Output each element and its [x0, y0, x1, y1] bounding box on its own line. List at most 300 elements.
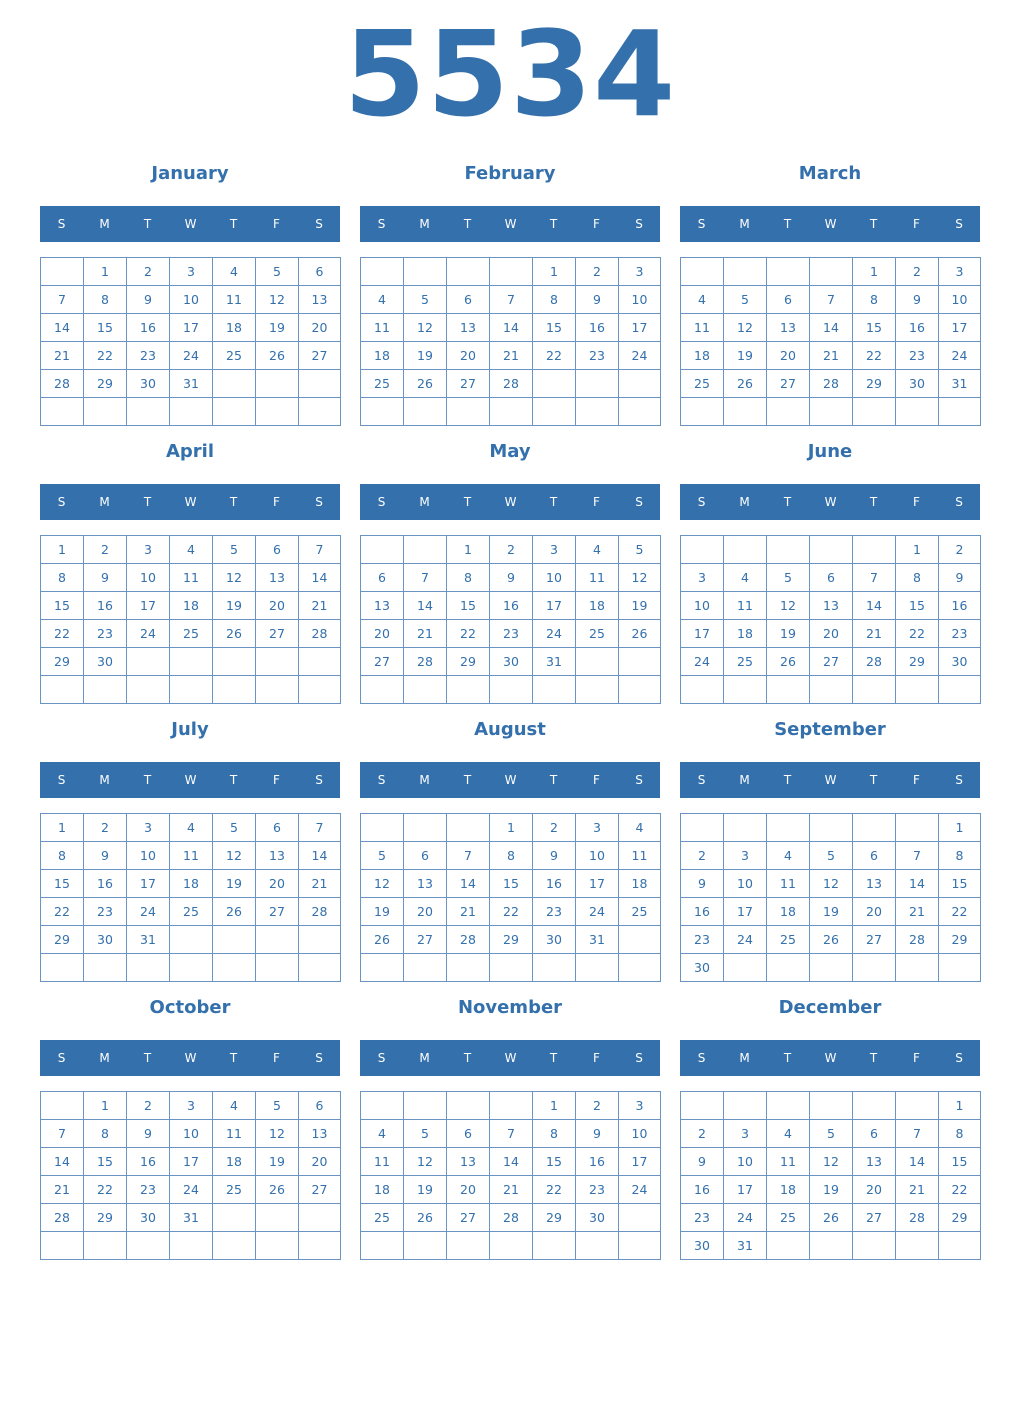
weekday-label: S: [315, 217, 323, 231]
weekday-header: [40, 762, 340, 798]
empty-day-cell: [256, 1204, 299, 1232]
empty-day-cell: [299, 1232, 341, 1260]
day-cell: 10: [170, 1120, 213, 1148]
empty-day-cell: [810, 1232, 853, 1260]
day-cell: 14: [853, 592, 896, 620]
day-cell: 24: [939, 342, 981, 370]
day-cell: 16: [127, 1148, 170, 1176]
day-cell: 26: [404, 370, 447, 398]
day-cell: 8: [490, 842, 533, 870]
day-cell: 29: [447, 648, 490, 676]
day-cell: 6: [447, 286, 490, 314]
weekday-label: S: [57, 495, 66, 509]
day-cell: 18: [361, 342, 404, 370]
empty-day-cell: [490, 676, 533, 704]
empty-day-cell: [84, 954, 127, 982]
day-cell: 20: [853, 1176, 896, 1204]
empty-day-cell: [447, 1092, 490, 1120]
day-cell: 23: [127, 1176, 170, 1204]
day-cell: 13: [447, 1148, 490, 1176]
empty-day-cell: [810, 954, 853, 982]
day-cell: 27: [447, 1204, 490, 1232]
day-cell: 3: [127, 536, 170, 564]
empty-day-cell: [256, 1232, 299, 1260]
empty-day-cell: [576, 370, 619, 398]
day-cell: 24: [724, 926, 767, 954]
week-row: [361, 286, 661, 314]
weekday-label: S: [955, 1051, 963, 1065]
day-cell: 26: [361, 926, 404, 954]
day-cell: 31: [533, 648, 576, 676]
weekday-label: T: [229, 773, 238, 787]
empty-day-cell: [767, 676, 810, 704]
day-cell: 20: [299, 314, 341, 342]
day-cell: 31: [127, 926, 170, 954]
weekday-label: W: [184, 217, 197, 231]
empty-day-cell: [404, 1092, 447, 1120]
weekday-label: M: [419, 1051, 430, 1065]
day-cell: 15: [84, 1148, 127, 1176]
day-grid: [360, 257, 661, 426]
day-cell: 16: [84, 870, 127, 898]
day-cell: 24: [127, 620, 170, 648]
day-cell: 28: [41, 370, 84, 398]
empty-day-cell: [533, 370, 576, 398]
day-cell: 6: [299, 1092, 341, 1120]
day-cell: 7: [490, 1120, 533, 1148]
weekday-label: F: [273, 773, 280, 787]
day-cell: 12: [810, 870, 853, 898]
empty-day-cell: [619, 954, 661, 982]
day-cell: 6: [810, 564, 853, 592]
day-cell: 12: [404, 1148, 447, 1176]
empty-day-cell: [896, 1092, 939, 1120]
weekday-label: T: [549, 1051, 558, 1065]
day-cell: 1: [853, 258, 896, 286]
weekday-label: S: [697, 217, 706, 231]
day-cell: 2: [127, 258, 170, 286]
day-cell: 20: [447, 342, 490, 370]
day-cell: 5: [619, 536, 661, 564]
day-cell: 24: [533, 620, 576, 648]
day-cell: 25: [681, 370, 724, 398]
weekday-label: F: [593, 495, 600, 509]
week-row: [361, 1092, 661, 1120]
day-cell: 28: [299, 620, 341, 648]
empty-day-cell: [361, 536, 404, 564]
empty-day-cell: [767, 258, 810, 286]
week-row: [681, 286, 981, 314]
day-cell: 22: [41, 620, 84, 648]
day-cell: 7: [896, 842, 939, 870]
day-cell: 15: [490, 870, 533, 898]
empty-day-cell: [299, 676, 341, 704]
week-row: [681, 1092, 981, 1120]
empty-day-cell: [681, 814, 724, 842]
weekday-label: T: [549, 773, 558, 787]
day-cell: 11: [767, 870, 810, 898]
day-cell: 6: [256, 814, 299, 842]
day-cell: 17: [127, 870, 170, 898]
weekday-label: T: [229, 217, 238, 231]
day-grid: [680, 257, 981, 426]
day-cell: 14: [810, 314, 853, 342]
weekday-label: M: [99, 217, 110, 231]
day-cell: 27: [404, 926, 447, 954]
empty-day-cell: [127, 648, 170, 676]
weekday-label: W: [824, 495, 837, 509]
day-cell: 11: [213, 286, 256, 314]
day-cell: 26: [810, 926, 853, 954]
weekday-label: M: [99, 495, 110, 509]
day-cell: 7: [299, 536, 341, 564]
week-row: [361, 1148, 661, 1176]
day-grid: [40, 1091, 341, 1260]
empty-day-cell: [256, 926, 299, 954]
day-cell: 16: [127, 314, 170, 342]
empty-day-cell: [127, 1232, 170, 1260]
month-september: [680, 715, 980, 983]
weekday-label: T: [783, 1051, 792, 1065]
week-row: [41, 620, 341, 648]
day-cell: 18: [361, 1176, 404, 1204]
week-row: [681, 564, 981, 592]
week-row: [41, 1148, 341, 1176]
day-cell: 28: [41, 1204, 84, 1232]
empty-day-cell: [853, 676, 896, 704]
week-row: [41, 926, 341, 954]
day-cell: 4: [361, 286, 404, 314]
week-row: [361, 676, 661, 704]
day-cell: 26: [810, 1204, 853, 1232]
day-cell: 18: [576, 592, 619, 620]
day-cell: 12: [213, 564, 256, 592]
day-cell: 29: [939, 1204, 981, 1232]
day-cell: 4: [170, 536, 213, 564]
day-cell: 9: [84, 564, 127, 592]
empty-day-cell: [724, 258, 767, 286]
day-cell: 25: [213, 342, 256, 370]
weekday-label: M: [739, 217, 750, 231]
day-cell: 11: [361, 1148, 404, 1176]
day-cell: 12: [767, 592, 810, 620]
weekday-header: [680, 762, 980, 798]
empty-day-cell: [256, 676, 299, 704]
day-cell: 22: [447, 620, 490, 648]
day-cell: 9: [576, 1120, 619, 1148]
month-october: [40, 993, 340, 1261]
empty-day-cell: [490, 398, 533, 426]
week-row: [681, 870, 981, 898]
day-cell: 15: [939, 870, 981, 898]
day-cell: 17: [170, 1148, 213, 1176]
day-cell: 27: [853, 1204, 896, 1232]
day-cell: 5: [256, 258, 299, 286]
empty-day-cell: [810, 814, 853, 842]
day-cell: 21: [896, 1176, 939, 1204]
empty-day-cell: [810, 398, 853, 426]
day-cell: 8: [853, 286, 896, 314]
day-cell: 5: [810, 1120, 853, 1148]
day-cell: 30: [939, 648, 981, 676]
empty-day-cell: [256, 398, 299, 426]
day-cell: 4: [767, 842, 810, 870]
day-cell: 21: [447, 898, 490, 926]
day-cell: 28: [404, 648, 447, 676]
day-cell: 21: [896, 898, 939, 926]
day-cell: 25: [361, 1204, 404, 1232]
weekday-label: T: [549, 217, 558, 231]
day-cell: 22: [939, 1176, 981, 1204]
day-cell: 10: [619, 1120, 661, 1148]
day-cell: 25: [361, 370, 404, 398]
day-cell: 23: [84, 898, 127, 926]
week-row: [361, 258, 661, 286]
day-cell: 1: [84, 1092, 127, 1120]
day-cell: 25: [619, 898, 661, 926]
day-cell: 14: [299, 564, 341, 592]
month-title: November: [457, 997, 563, 1018]
day-cell: 23: [576, 342, 619, 370]
day-cell: 5: [810, 842, 853, 870]
weekday-label: W: [184, 773, 197, 787]
day-grid: [360, 535, 661, 704]
empty-day-cell: [404, 536, 447, 564]
day-cell: 5: [404, 1120, 447, 1148]
day-cell: 27: [256, 620, 299, 648]
day-cell: 26: [256, 342, 299, 370]
weekday-label: T: [783, 217, 792, 231]
day-cell: 5: [213, 536, 256, 564]
day-cell: 19: [404, 342, 447, 370]
day-cell: 15: [533, 314, 576, 342]
day-cell: 5: [404, 286, 447, 314]
day-cell: 2: [533, 814, 576, 842]
day-cell: 14: [490, 314, 533, 342]
weekday-label: S: [697, 1051, 706, 1065]
weekday-label: T: [229, 495, 238, 509]
empty-day-cell: [681, 258, 724, 286]
week-row: [681, 258, 981, 286]
day-cell: 30: [84, 648, 127, 676]
day-cell: 1: [490, 814, 533, 842]
day-cell: 14: [896, 870, 939, 898]
day-cell: 19: [767, 620, 810, 648]
day-cell: 7: [810, 286, 853, 314]
month-title: April: [165, 441, 215, 462]
empty-day-cell: [896, 676, 939, 704]
day-cell: 28: [896, 1204, 939, 1232]
day-cell: 9: [896, 286, 939, 314]
week-row: [681, 842, 981, 870]
day-cell: 9: [84, 842, 127, 870]
day-cell: 1: [533, 258, 576, 286]
day-cell: 2: [681, 1120, 724, 1148]
day-cell: 22: [84, 342, 127, 370]
day-cell: 6: [404, 842, 447, 870]
day-cell: 19: [810, 1176, 853, 1204]
empty-day-cell: [404, 258, 447, 286]
empty-day-cell: [299, 398, 341, 426]
weekday-label: T: [549, 495, 558, 509]
day-cell: 27: [810, 648, 853, 676]
empty-day-cell: [681, 398, 724, 426]
empty-day-cell: [853, 536, 896, 564]
weekday-label: F: [273, 1051, 280, 1065]
day-cell: 4: [213, 258, 256, 286]
day-grid: [680, 813, 981, 982]
day-cell: 5: [256, 1092, 299, 1120]
weekday-label: S: [697, 773, 706, 787]
empty-day-cell: [619, 398, 661, 426]
weekday-label: S: [377, 1051, 386, 1065]
day-cell: 17: [724, 898, 767, 926]
week-row: [361, 1120, 661, 1148]
weekday-header: [360, 762, 660, 798]
day-cell: 8: [447, 564, 490, 592]
empty-day-cell: [939, 1232, 981, 1260]
day-cell: 16: [896, 314, 939, 342]
weekday-label: F: [593, 1051, 600, 1065]
day-cell: 4: [724, 564, 767, 592]
day-cell: 18: [619, 870, 661, 898]
day-cell: 12: [256, 1120, 299, 1148]
week-row: [41, 592, 341, 620]
weekday-label: T: [463, 773, 472, 787]
empty-day-cell: [256, 370, 299, 398]
day-cell: 3: [724, 1120, 767, 1148]
month-march: [680, 159, 980, 427]
empty-day-cell: [84, 676, 127, 704]
empty-day-cell: [361, 814, 404, 842]
day-cell: 27: [299, 1176, 341, 1204]
day-cell: 15: [41, 592, 84, 620]
day-cell: 27: [256, 898, 299, 926]
day-cell: 1: [896, 536, 939, 564]
empty-day-cell: [447, 258, 490, 286]
empty-day-cell: [84, 398, 127, 426]
day-cell: 21: [299, 592, 341, 620]
day-cell: 20: [256, 592, 299, 620]
day-cell: 7: [299, 814, 341, 842]
week-row: [681, 1176, 981, 1204]
day-cell: 29: [939, 926, 981, 954]
day-cell: 9: [127, 286, 170, 314]
day-cell: 15: [41, 870, 84, 898]
empty-day-cell: [213, 648, 256, 676]
day-cell: 26: [256, 1176, 299, 1204]
empty-day-cell: [213, 1232, 256, 1260]
week-row: [41, 870, 341, 898]
empty-day-cell: [170, 954, 213, 982]
empty-day-cell: [896, 814, 939, 842]
day-cell: 27: [447, 370, 490, 398]
weekday-label: W: [504, 1051, 517, 1065]
empty-day-cell: [41, 1092, 84, 1120]
day-cell: 5: [361, 842, 404, 870]
week-row: [41, 258, 341, 286]
day-cell: 22: [853, 342, 896, 370]
week-row: [681, 648, 981, 676]
empty-day-cell: [619, 370, 661, 398]
week-row: [361, 842, 661, 870]
week-row: [41, 342, 341, 370]
empty-day-cell: [681, 1092, 724, 1120]
day-cell: 17: [619, 314, 661, 342]
week-row: [41, 898, 341, 926]
weekday-label: T: [463, 217, 472, 231]
day-cell: 18: [213, 314, 256, 342]
day-cell: 2: [490, 536, 533, 564]
day-cell: 29: [533, 1204, 576, 1232]
day-cell: 31: [170, 1204, 213, 1232]
empty-day-cell: [896, 1232, 939, 1260]
day-cell: 5: [724, 286, 767, 314]
empty-day-cell: [41, 398, 84, 426]
day-cell: 13: [810, 592, 853, 620]
day-cell: 13: [256, 564, 299, 592]
empty-day-cell: [810, 676, 853, 704]
day-cell: 13: [447, 314, 490, 342]
week-row: [681, 926, 981, 954]
empty-day-cell: [41, 676, 84, 704]
day-cell: 21: [299, 870, 341, 898]
day-cell: 11: [213, 1120, 256, 1148]
day-cell: 22: [939, 898, 981, 926]
weekday-label: S: [57, 773, 66, 787]
day-cell: 17: [619, 1148, 661, 1176]
empty-day-cell: [361, 398, 404, 426]
day-cell: 8: [896, 564, 939, 592]
day-cell: 22: [84, 1176, 127, 1204]
day-cell: 10: [724, 870, 767, 898]
empty-day-cell: [619, 648, 661, 676]
day-cell: 27: [767, 370, 810, 398]
day-grid: [680, 1091, 981, 1260]
week-row: [41, 1232, 341, 1260]
week-row: [361, 1176, 661, 1204]
weekday-label: W: [504, 773, 517, 787]
weekday-header: [680, 484, 980, 520]
day-cell: 12: [361, 870, 404, 898]
empty-day-cell: [619, 1232, 661, 1260]
month-title: March: [798, 163, 862, 184]
day-cell: 1: [939, 1092, 981, 1120]
day-cell: 2: [939, 536, 981, 564]
empty-day-cell: [447, 814, 490, 842]
empty-day-cell: [896, 954, 939, 982]
day-cell: 14: [41, 1148, 84, 1176]
empty-day-cell: [213, 370, 256, 398]
day-cell: 16: [533, 870, 576, 898]
day-cell: 23: [490, 620, 533, 648]
week-row: [41, 648, 341, 676]
day-cell: 1: [41, 814, 84, 842]
day-cell: 11: [170, 842, 213, 870]
day-cell: 19: [213, 592, 256, 620]
day-cell: 28: [490, 370, 533, 398]
day-cell: 20: [767, 342, 810, 370]
day-cell: 25: [576, 620, 619, 648]
weekday-label: S: [57, 1051, 66, 1065]
day-cell: 23: [84, 620, 127, 648]
week-row: [361, 536, 661, 564]
weekday-header: [40, 1040, 340, 1076]
day-cell: 23: [896, 342, 939, 370]
year-title: 5534: [343, 5, 677, 143]
day-cell: 19: [256, 1148, 299, 1176]
day-cell: 13: [299, 1120, 341, 1148]
